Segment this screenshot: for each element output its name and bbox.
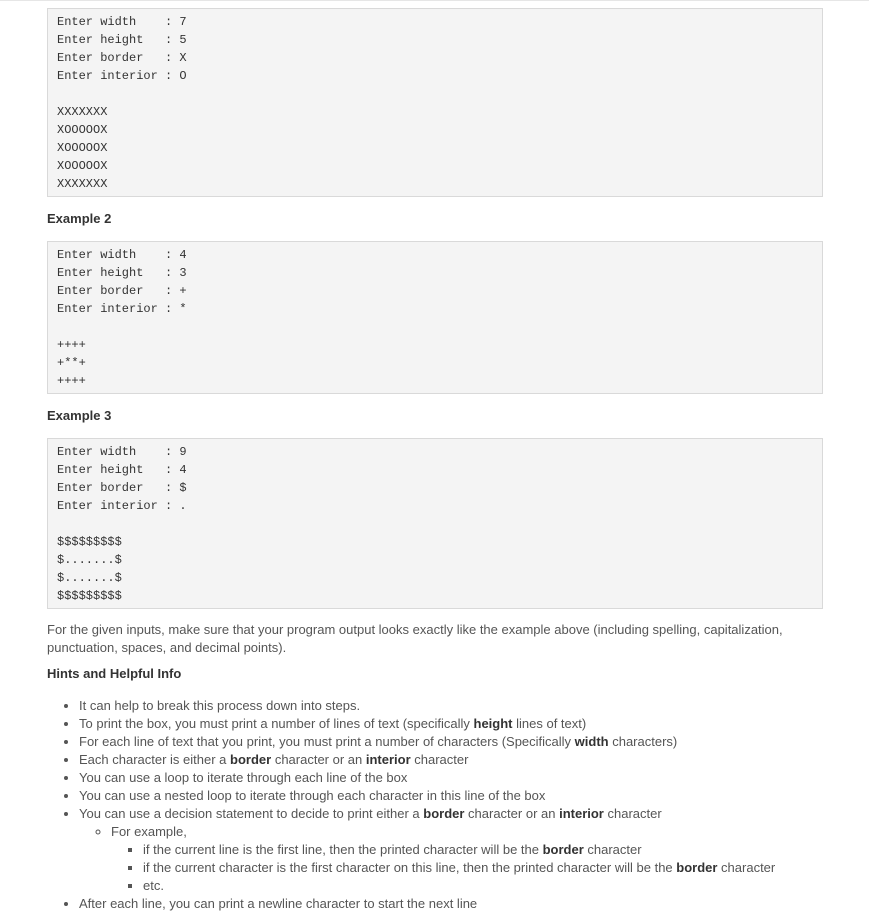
hint-item [79, 697, 823, 715]
hint-item [79, 715, 823, 733]
hints-list [47, 697, 823, 913]
input-line-border: Enter border : $ [57, 481, 187, 495]
hint-text: character [410, 752, 469, 767]
hint-keyword: border [423, 806, 465, 821]
top-divider [0, 0, 869, 1]
input-line-border: Enter border : X [57, 51, 187, 65]
hint-text: For example, [111, 824, 187, 839]
hint-keyword: border [676, 860, 718, 875]
input-line-height: Enter height : 4 [57, 463, 187, 477]
output-line: XOOOOOX [57, 123, 108, 137]
output-line: $.......$ [57, 571, 122, 585]
example-3-code-block [47, 438, 823, 609]
hint-text: You can use a loop to iterate through each line of the box [79, 770, 408, 785]
output-line: $$$$$$$$$ [57, 589, 122, 603]
hint-sublist [111, 841, 823, 895]
input-line-interior: Enter interior : . [57, 499, 187, 513]
hint-keyword: height [473, 716, 513, 731]
hint-text: Each character is either a [79, 752, 231, 767]
hint-item [143, 859, 823, 877]
hint-item [143, 877, 823, 895]
hint-item [79, 751, 823, 769]
output-line: ++++ [57, 338, 86, 352]
hint-keyword: border [230, 752, 272, 767]
hint-text: For each line of text that you print, you must print a number of characters (Specifically [79, 734, 575, 749]
hint-text: To print the box, you must print a number of lines of text (specifically [79, 716, 474, 731]
input-line-width: Enter width : 7 [57, 15, 187, 29]
hint-text: It can help to break this process down into steps. [79, 698, 361, 713]
hint-text: You can use a nested loop to iterate through each character in this line of the box [79, 788, 546, 803]
input-line-width: Enter width : 9 [57, 445, 187, 459]
hint-text: character [717, 860, 776, 875]
input-line-height: Enter height : 5 [57, 33, 187, 47]
input-line-height: Enter height : 3 [57, 266, 187, 280]
hint-keyword: interior [365, 752, 411, 767]
output-line: XOOOOOX [57, 159, 108, 173]
hint-keyword: border [542, 842, 584, 857]
example-3-heading: Example 3 [47, 408, 112, 423]
output-line: XXXXXXX [57, 177, 108, 191]
hint-item [79, 895, 823, 913]
hint-item [79, 733, 823, 751]
hints-heading: Hints and Helpful Info [47, 666, 182, 681]
hint-item [79, 805, 823, 895]
hint-sublist [79, 823, 823, 895]
output-line: $$$$$$$$$ [57, 535, 122, 549]
hint-keyword: width [574, 734, 609, 749]
hint-text: character or an [464, 806, 560, 821]
example-2-code-block [47, 241, 823, 394]
hint-text: character or an [271, 752, 366, 767]
hint-text: character [583, 842, 642, 857]
input-line-width: Enter width : 4 [57, 248, 187, 262]
hint-text: if the current character is the first character on this line, then the printed character will be the [143, 860, 677, 875]
output-line: $.......$ [57, 553, 122, 567]
hint-item [143, 841, 823, 859]
hint-text: character [603, 806, 662, 821]
hint-keyword: interior [559, 806, 604, 821]
input-line-interior: Enter interior : * [57, 302, 187, 316]
hint-item [79, 787, 823, 805]
hint-item [79, 769, 823, 787]
input-line-interior: Enter interior : O [57, 69, 187, 83]
content-area [47, 8, 823, 913]
hint-text: etc. [143, 878, 164, 893]
output-line: XOOOOOX [57, 141, 108, 155]
output-format-note: For the given inputs, make sure that your program output looks exactly like the example above (including spelling, capitalization, punctuation, spaces, and decimal points). [47, 622, 783, 655]
example-1-code-block [47, 8, 823, 197]
example-2-heading: Example 2 [47, 211, 112, 226]
output-line: ++++ [57, 374, 86, 388]
output-line: XXXXXXX [57, 105, 108, 119]
hint-text: lines of text) [512, 716, 587, 731]
hint-text: characters) [608, 734, 678, 749]
hint-text: if the current line is the first line, then the printed character will be the [143, 842, 543, 857]
hint-text: After each line, you can print a newline character to start the next line [79, 896, 478, 911]
hint-text: You can use a decision statement to decide to print either a [79, 806, 424, 821]
hint-item [111, 823, 823, 895]
output-line: +**+ [57, 356, 86, 370]
input-line-border: Enter border : + [57, 284, 187, 298]
